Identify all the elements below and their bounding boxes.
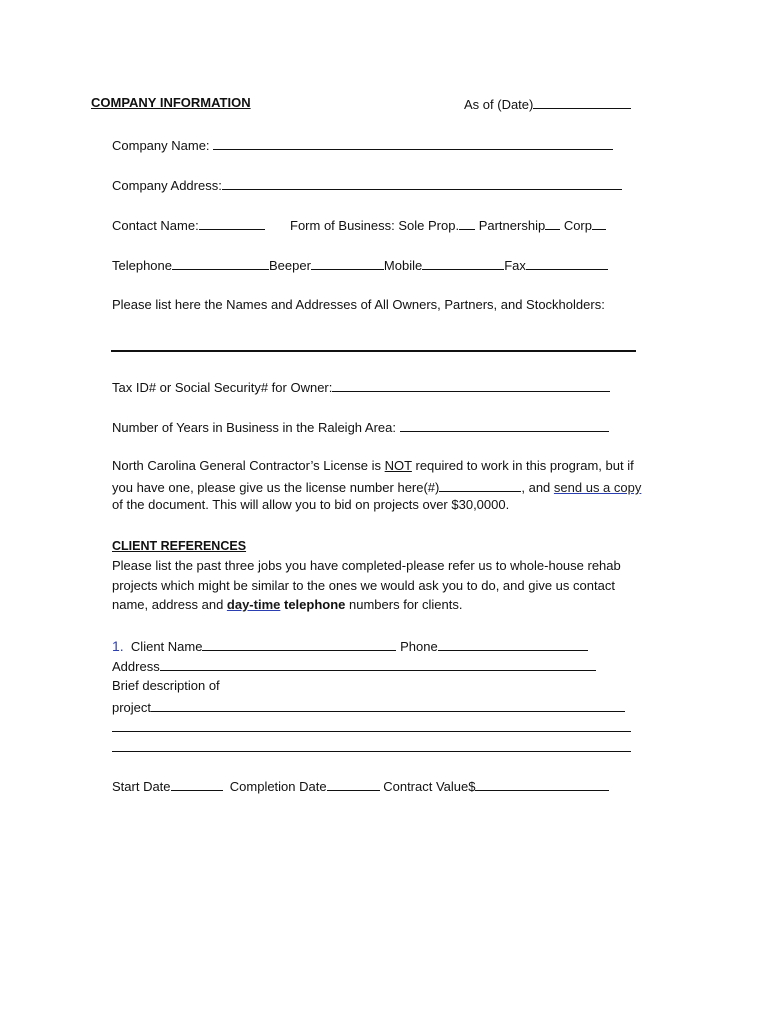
contract-value-label: Contract Value$ bbox=[383, 779, 476, 794]
company-information-heading: COMPANY INFORMATION bbox=[91, 95, 251, 110]
tax-id-field[interactable] bbox=[112, 378, 610, 396]
contact-name-label: Contact Name: bbox=[112, 218, 199, 233]
project-description-line-3[interactable] bbox=[112, 751, 631, 752]
client-refs-line-2: projects which might be similar to the ones we would ask you to do, and give us contact bbox=[112, 578, 615, 593]
reference-1-project-row[interactable] bbox=[112, 698, 625, 716]
license-line-1: North Carolina General Contractor’s License is NOT required to work in this program, but if bbox=[112, 458, 634, 473]
contract-value-blank[interactable] bbox=[475, 777, 609, 791]
tax-id-label: Tax ID# or Social Security# for Owner: bbox=[112, 380, 333, 395]
owners-prompt: Please list here the Names and Addresses of All Owners, Partners, and Stockholders: bbox=[112, 297, 605, 312]
mobile-blank[interactable] bbox=[422, 256, 504, 270]
project-description-blank[interactable] bbox=[151, 698, 625, 712]
company-name-blank[interactable] bbox=[213, 136, 613, 150]
beeper-label: Beeper bbox=[269, 258, 311, 273]
sole-prop-label: Form of Business: Sole Prop. bbox=[290, 218, 460, 233]
client-phone-blank[interactable] bbox=[438, 637, 588, 651]
reference-1-address-row[interactable] bbox=[112, 657, 596, 675]
as-of-date-field[interactable] bbox=[464, 95, 631, 113]
mobile-label: Mobile bbox=[383, 258, 423, 273]
brief-description-label: Brief description of bbox=[112, 678, 220, 693]
company-name-field[interactable] bbox=[112, 136, 613, 154]
address-label: Address bbox=[112, 659, 160, 674]
years-in-business-field[interactable] bbox=[112, 418, 609, 436]
project-description-line-2[interactable] bbox=[112, 731, 631, 732]
contact-name-field[interactable] bbox=[112, 216, 265, 234]
years-label: Number of Years in Business in the Raleigh Area: bbox=[112, 420, 397, 435]
client-address-blank[interactable] bbox=[160, 657, 596, 671]
beeper-blank[interactable] bbox=[311, 256, 384, 270]
partnership-label: Partnership bbox=[478, 218, 546, 233]
tax-id-blank[interactable] bbox=[332, 378, 610, 392]
start-date-blank[interactable] bbox=[171, 777, 223, 791]
client-name-label: Client Name bbox=[130, 639, 203, 654]
contact-name-blank[interactable] bbox=[199, 216, 265, 230]
day-time-emphasis: day-time bbox=[226, 597, 281, 612]
reference-1-dates-row[interactable] bbox=[112, 777, 609, 795]
reference-1-client-row[interactable] bbox=[112, 637, 588, 655]
sole-prop-blank[interactable] bbox=[459, 216, 475, 230]
phone-label: Phone bbox=[400, 639, 438, 654]
license-line-2[interactable]: you have one, please give us the license number here(#) , and send us a copy bbox=[112, 480, 642, 495]
phone-numbers-row[interactable] bbox=[112, 256, 608, 274]
client-refs-line-1: Please list the past three jobs you have completed-please refer us to whole-house rehab bbox=[112, 558, 621, 573]
as-of-date-label: As of (Date) bbox=[464, 97, 534, 112]
owners-answer-line[interactable] bbox=[111, 350, 636, 352]
start-date-label: Start Date bbox=[112, 779, 171, 794]
company-address-field[interactable] bbox=[112, 176, 622, 194]
telephone-blank[interactable] bbox=[172, 256, 269, 270]
client-name-blank[interactable] bbox=[202, 637, 396, 651]
fax-label: Fax bbox=[504, 258, 526, 273]
company-address-label: Company Address: bbox=[112, 178, 222, 193]
years-blank[interactable] bbox=[400, 418, 609, 432]
form-of-business-field[interactable] bbox=[290, 216, 606, 234]
project-label: project bbox=[112, 700, 152, 715]
partnership-blank[interactable] bbox=[545, 216, 560, 230]
telephone-label: Telephone bbox=[112, 258, 172, 273]
completion-date-blank[interactable] bbox=[327, 777, 380, 791]
client-references-heading: CLIENT REFERENCES bbox=[112, 539, 247, 553]
completion-date-label: Completion Date bbox=[229, 779, 327, 794]
license-not-emphasis: NOT bbox=[384, 458, 412, 473]
send-copy-link[interactable]: send us a copy bbox=[553, 480, 642, 495]
telephone-emphasis: telephone bbox=[284, 597, 346, 612]
company-address-blank[interactable] bbox=[222, 176, 622, 190]
corp-blank[interactable] bbox=[592, 216, 606, 230]
reference-number: 1. bbox=[112, 638, 124, 654]
as-of-date-blank[interactable] bbox=[533, 95, 631, 109]
fax-blank[interactable] bbox=[526, 256, 608, 270]
license-line-3: of the document. This will allow you to bid on projects over $30,0000. bbox=[112, 497, 510, 512]
license-number-blank[interactable] bbox=[439, 478, 521, 492]
company-name-label: Company Name: bbox=[112, 138, 210, 153]
corp-label: Corp bbox=[563, 218, 592, 233]
client-refs-line-3: name, address and day-time telephone numbers for clients. bbox=[112, 597, 463, 612]
